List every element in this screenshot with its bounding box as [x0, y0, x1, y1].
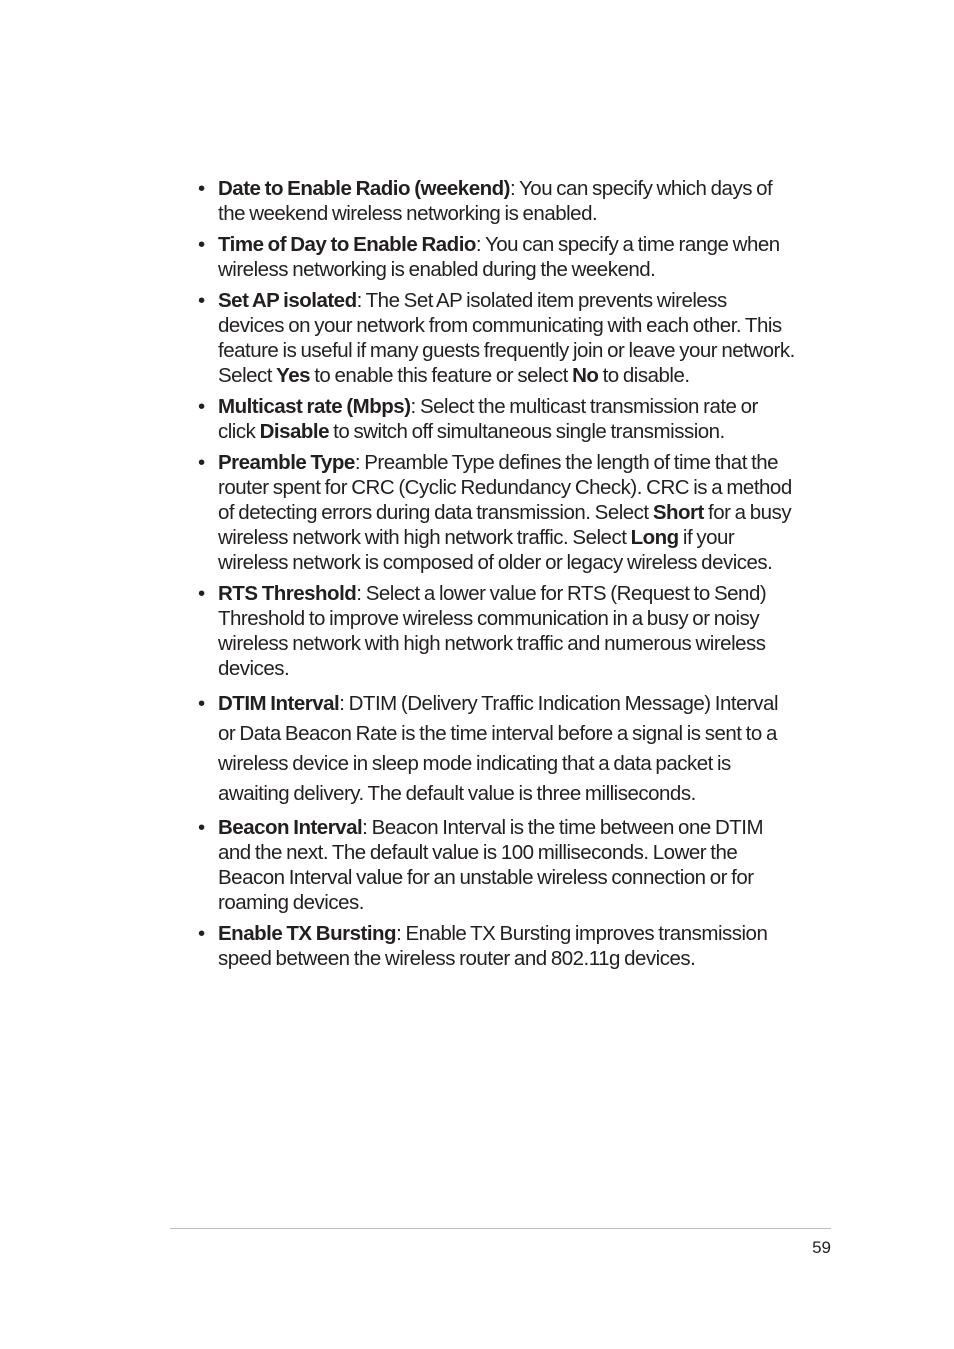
item-text: to switch off simultaneous single transmission.	[328, 420, 725, 443]
item-text: Enable TX Bursting improves transmission speed between the wireless router and 802.11g devices.	[218, 922, 768, 970]
item-text: You can specify which days of the weekend wireless networking is enabled.	[218, 177, 773, 225]
bullet-icon: •	[198, 177, 205, 200]
item-term: Beacon Interval	[218, 816, 363, 839]
item-emphasis: No	[572, 364, 599, 387]
item-term: Preamble Type	[218, 451, 355, 474]
item-text: Beacon Interval is the time between one DTIM and the next. The default value is 100 milliseconds. Lower the Beacon Interval value for an unstable wireless connection or for roaming devices.	[218, 816, 764, 914]
list-item-dtim-interval	[196, 689, 796, 809]
item-term: RTS Threshold	[218, 582, 357, 605]
item-text: Select the multicast transmission rate or click	[218, 395, 758, 443]
item-text: DTIM (Delivery Traffic Indication Message) Interval or Data Beacon Rate is the time interval before a signal is sent to a wireless device in sleep mode indicating that a data packet is awaiting delivery. The default value is three milliseconds.	[218, 692, 779, 805]
item-text: to disable.	[598, 364, 690, 387]
page-body	[196, 176, 796, 977]
item-text: to enable this feature or select	[310, 364, 573, 387]
bullet-icon: •	[198, 692, 205, 715]
item-emphasis: Short	[652, 501, 704, 524]
item-text: Select a lower value for RTS (Request to Send) Threshold to improve wireless communication in a busy or noisy wireless network with high network traffic and numerous wireless devices.	[218, 582, 767, 680]
item-text: Preamble Type defines the length of time that the router spent for CRC (Cyclic Redundancy Check). CRC is a method of detecting errors during data transmission. Select	[218, 451, 792, 524]
item-term: Enable TX Bursting	[218, 922, 397, 945]
bullet-icon: •	[198, 395, 205, 418]
footer-divider	[170, 1228, 831, 1229]
list-item-preamble-type	[196, 450, 796, 575]
item-separator: :	[362, 816, 372, 839]
item-separator: :	[509, 177, 520, 200]
item-separator: :	[396, 922, 406, 945]
bullet-icon: •	[198, 922, 205, 945]
item-term: Multicast rate (Mbps)	[218, 395, 411, 418]
item-separator: :	[475, 233, 485, 256]
list-item-time-of-day	[196, 232, 796, 282]
item-term: Time of Day to Enable Radio	[218, 233, 476, 256]
item-term: DTIM Interval	[218, 692, 340, 715]
bullet-icon: •	[198, 289, 205, 312]
item-separator: :	[356, 289, 366, 312]
item-separator: :	[354, 451, 365, 474]
list-item-multicast-rate	[196, 394, 796, 444]
item-text: You can specify a time range when wireless networking is enabled during the weekend.	[218, 233, 780, 281]
item-separator: :	[410, 395, 420, 418]
list-item-rts-threshold	[196, 581, 796, 681]
list-item-date-to-enable-radio	[196, 176, 796, 226]
bullet-icon: •	[198, 451, 205, 474]
page-number: 59	[812, 1238, 831, 1257]
item-term: Set AP isolated	[218, 289, 357, 312]
item-text: if your wireless network is composed of older or legacy wireless devices.	[218, 526, 773, 574]
item-text: The Set AP isolated item prevents wireless devices on your network from communicating with each other. This feature is useful if many guests frequently join or leave your network. Select	[218, 289, 795, 387]
item-separator: :	[356, 582, 366, 605]
list-item-enable-tx-bursting	[196, 921, 796, 971]
item-emphasis: Yes	[276, 364, 311, 387]
item-emphasis: Disable	[259, 420, 329, 443]
bullet-icon: •	[198, 816, 205, 839]
item-emphasis: Long	[630, 526, 679, 549]
item-separator: :	[339, 692, 349, 715]
settings-bullet-list	[196, 176, 796, 971]
item-text: for a busy wireless network with high network traffic. Select	[218, 501, 792, 549]
list-item-beacon-interval	[196, 815, 796, 915]
item-term: Date to Enable Radio (weekend)	[218, 177, 510, 200]
bullet-icon: •	[198, 582, 205, 605]
list-item-set-ap-isolated	[196, 288, 796, 388]
bullet-icon: •	[198, 233, 205, 256]
